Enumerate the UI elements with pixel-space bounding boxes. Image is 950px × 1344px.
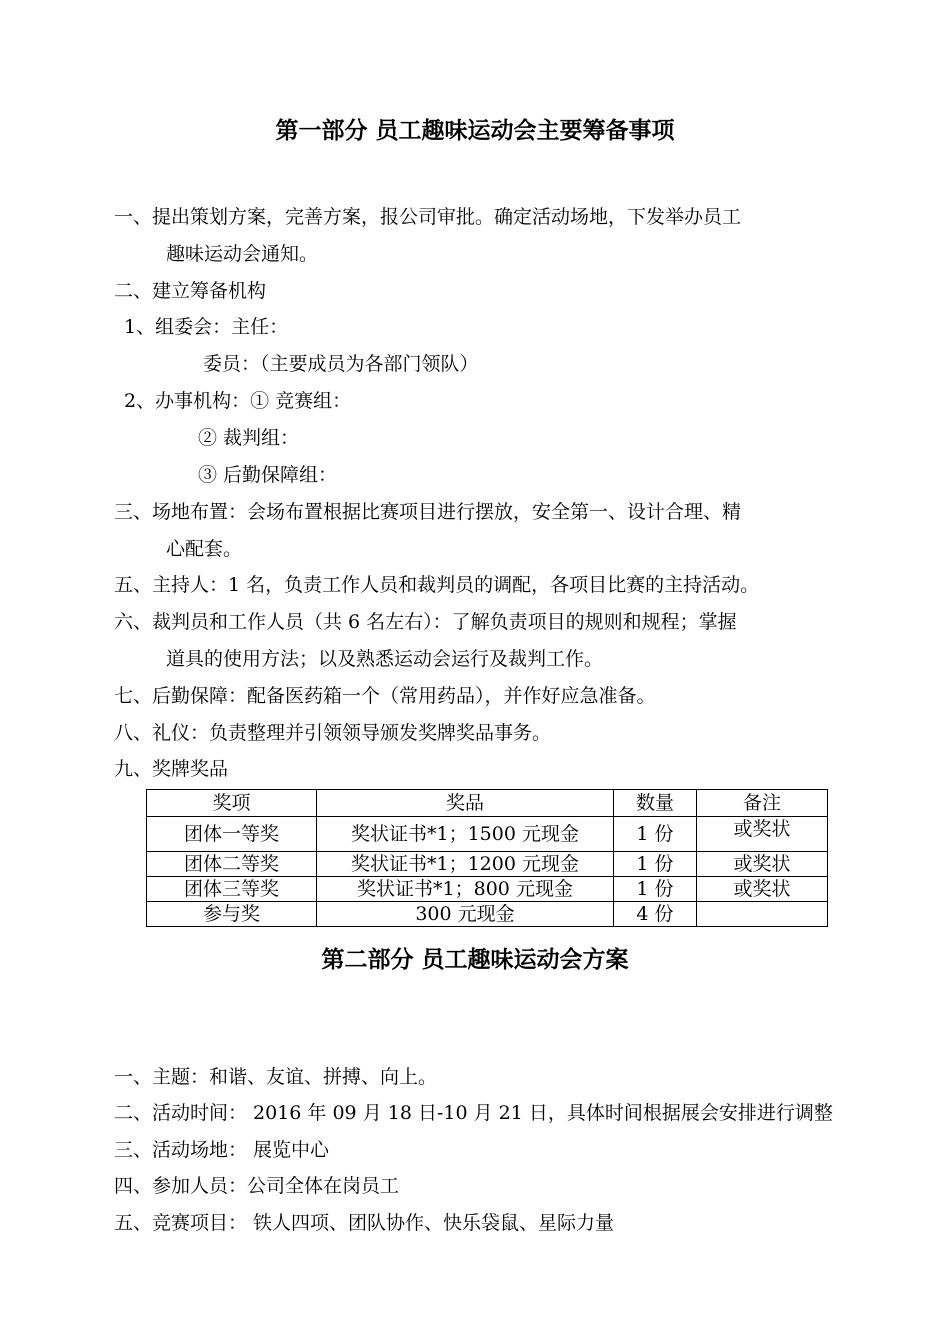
part2-item5: 五、竞赛项目： 铁人四项、团队协作、快乐袋鼠、星际力量: [114, 1212, 615, 1234]
table-cell: 参与奖: [147, 902, 317, 927]
part1-item6-line1: 六、裁判员和工作人员（共 6 名左右）：了解负责项目的规则和规程；掌握: [114, 611, 737, 633]
table-cell: 团体三等奖: [147, 877, 317, 902]
table-cell: 团体一等奖: [147, 817, 317, 852]
table-cell: 奖状证书*1；800 元现金: [317, 877, 614, 902]
part1-item2-1b: 委员：（主要成员为各部门领队）: [203, 353, 479, 375]
part1-item5: 五、主持人：1 名，负责工作人员和裁判员的调配，各项目比赛的主持活动。: [114, 574, 760, 596]
header-prize: 奖品: [317, 790, 614, 817]
table-cell: 或奖状: [697, 817, 828, 852]
part1-item3-line1: 三、场地布置：会场布置根据比赛项目进行摆放，安全第一、设计合理、精: [114, 501, 742, 523]
part1-item2-1: 1、组委会：主任：: [124, 316, 289, 338]
table-row: [147, 852, 828, 877]
part1-item6-line2: 道具的使用方法；以及熟悉运动会运行及裁判工作。: [166, 648, 604, 670]
table-cell: 或奖状: [697, 852, 828, 877]
part1-item2-2b: ② 裁判组：: [198, 427, 300, 449]
table-cell: 奖状证书*1；1500 元现金: [317, 817, 614, 852]
table-cell: 4 份: [614, 902, 697, 927]
table-row: [147, 902, 828, 927]
part1-item7: 七、后勤保障：配备医药箱一个（常用药品），并作好应急准备。: [114, 685, 656, 707]
part2-item1: 一、主题：和谐、友谊、拼搏、向上。: [114, 1066, 438, 1088]
part1-item1-line1: 一、提出策划方案，完善方案，报公司审批。确定活动场地，下发举办员工: [114, 206, 742, 228]
table-row: [147, 817, 828, 852]
part1-item9: 九、奖牌奖品: [114, 758, 229, 780]
part1-title: 第一部分 员工趣味运动会主要筹备事项: [275, 118, 675, 144]
table-cell: [697, 902, 828, 927]
part1-item2: 二、建立筹备机构: [114, 280, 267, 302]
table-header-row: [147, 790, 828, 817]
table-cell: 300 元现金: [317, 902, 614, 927]
table-cell: 或奖状: [697, 877, 828, 902]
part2-item3: 三、活动场地： 展览中心: [114, 1139, 330, 1161]
part1-item8: 八、礼仪：负责整理并引领领导颁发奖牌奖品事务。: [114, 722, 552, 744]
table-cell: 奖状证书*1；1200 元现金: [317, 852, 614, 877]
table-cell: 1 份: [614, 852, 697, 877]
header-remark: 备注: [697, 790, 828, 817]
table-cell: 1 份: [614, 817, 697, 852]
header-quantity: 数量: [614, 790, 697, 817]
part2-item2: 二、活动时间： 2016 年 09 月 18 日-10 月 21 日，具体时间根据展会安排进行调整: [114, 1102, 833, 1124]
part1-item2-2c: ③ 后勤保障组：: [198, 464, 338, 486]
awards-table: [146, 789, 828, 927]
part1-item2-2: 2、办事机构：① 竞赛组：: [124, 390, 352, 412]
table-cell: 1 份: [614, 877, 697, 902]
table-row: [147, 877, 828, 902]
part2-title: 第二部分 员工趣味运动会方案: [321, 947, 629, 973]
part1-item1-line2: 趣味运动会通知。: [166, 243, 319, 265]
header-award: 奖项: [147, 790, 317, 817]
part2-item4: 四、参加人员：公司全体在岗员工: [114, 1175, 400, 1197]
part1-item3-line2: 心配套。: [166, 538, 243, 560]
table-cell: 团体二等奖: [147, 852, 317, 877]
